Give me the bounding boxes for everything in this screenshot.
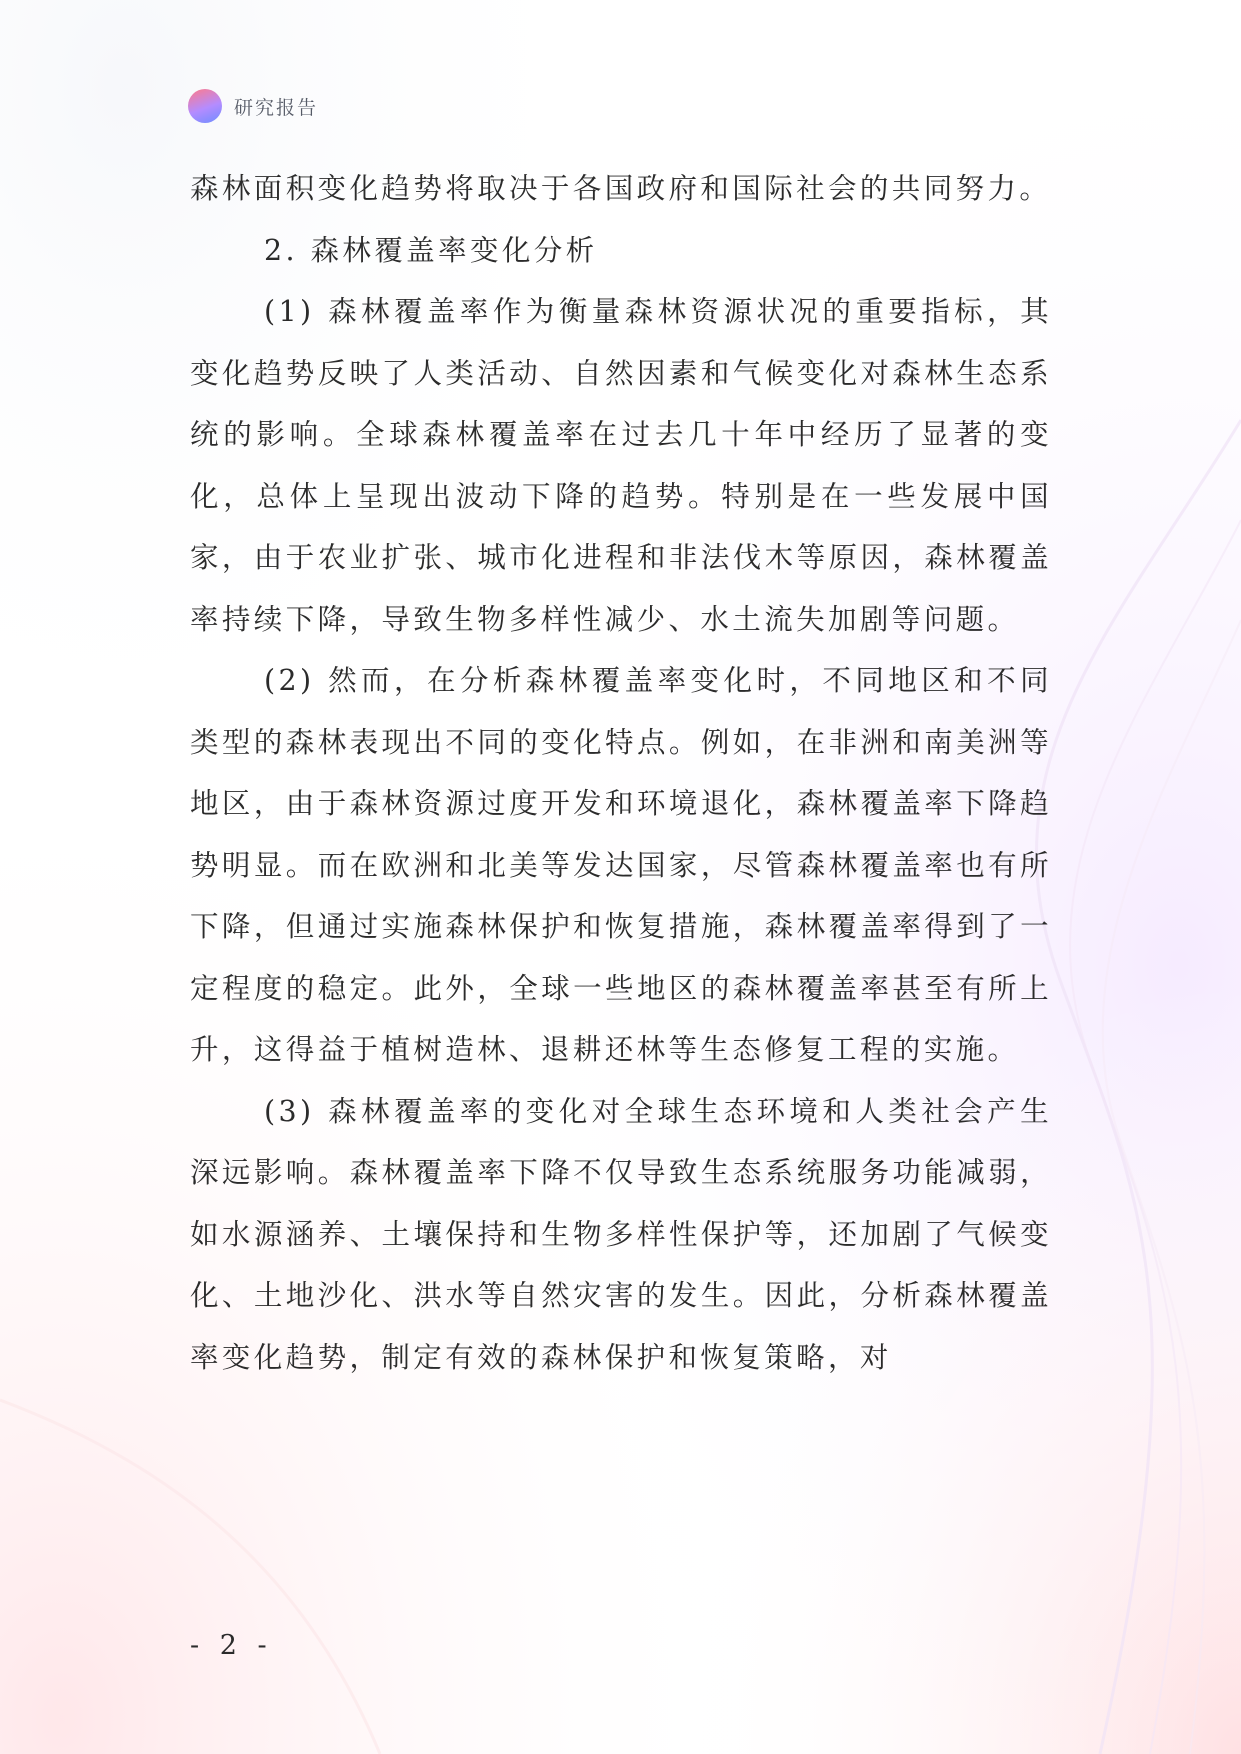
paragraph-point-1: (1) 森林覆盖率作为衡量森林资源状况的重要指标，其变化趋势反映了人类活动、自然因素和气候变化对森林生态系统的影响。全球森林覆盖率在过去几十年中经历了显著的变化，总体上呈现出波动下降的趋势。特别是在一些发展中国家，由于农业扩张、城市化进程和非法伐木等原因，森林覆盖率持续下降，导致生物多样性减少、水土流失加剧等问题。 [190,295,1052,636]
paragraph-point-3: (3) 森林覆盖率的变化对全球生态环境和人类社会产生深远影响。森林覆盖率下降不仅导致生态系统服务功能减弱，如水源涵养、土壤保持和生物多样性保护等，还加剧了气候变化、土地沙化、洪水等自然灾害的发生。因此，分析森林覆盖率变化趋势，制定有效的森林保护和恢复策略，对 [190,1094,1052,1374]
header-title: 研究报告 [234,96,319,119]
logo-circle-icon [188,89,222,123]
page-number: - 2 - [190,1630,273,1661]
section-heading: 2. 森林覆盖率变化分析 [264,233,598,267]
paragraph-point-2: (2) 然而，在分析森林覆盖率变化时，不同地区和不同类型的森林表现出不同的变化特点。例如，在非洲和南美洲等地区，由于森林资源过度开发和环境退化，森林覆盖率下降趋势明显。而在欧洲和北美等发达国家，尽管森林覆盖率也有所下降，但通过实施森林保护和恢复措施，森林覆盖率得到了一定程度的稳定。此外，全球一些地区的森林覆盖率甚至有所上升，这得益于植树造林、退耕还林等生态修复工程的实施。 [190,664,1052,1066]
paragraph-continuation: 森林面积变化趋势将取决于各国政府和国际社会的共同努力。 [190,172,1052,205]
report-header [188,88,318,124]
document-body [190,158,1052,1388]
